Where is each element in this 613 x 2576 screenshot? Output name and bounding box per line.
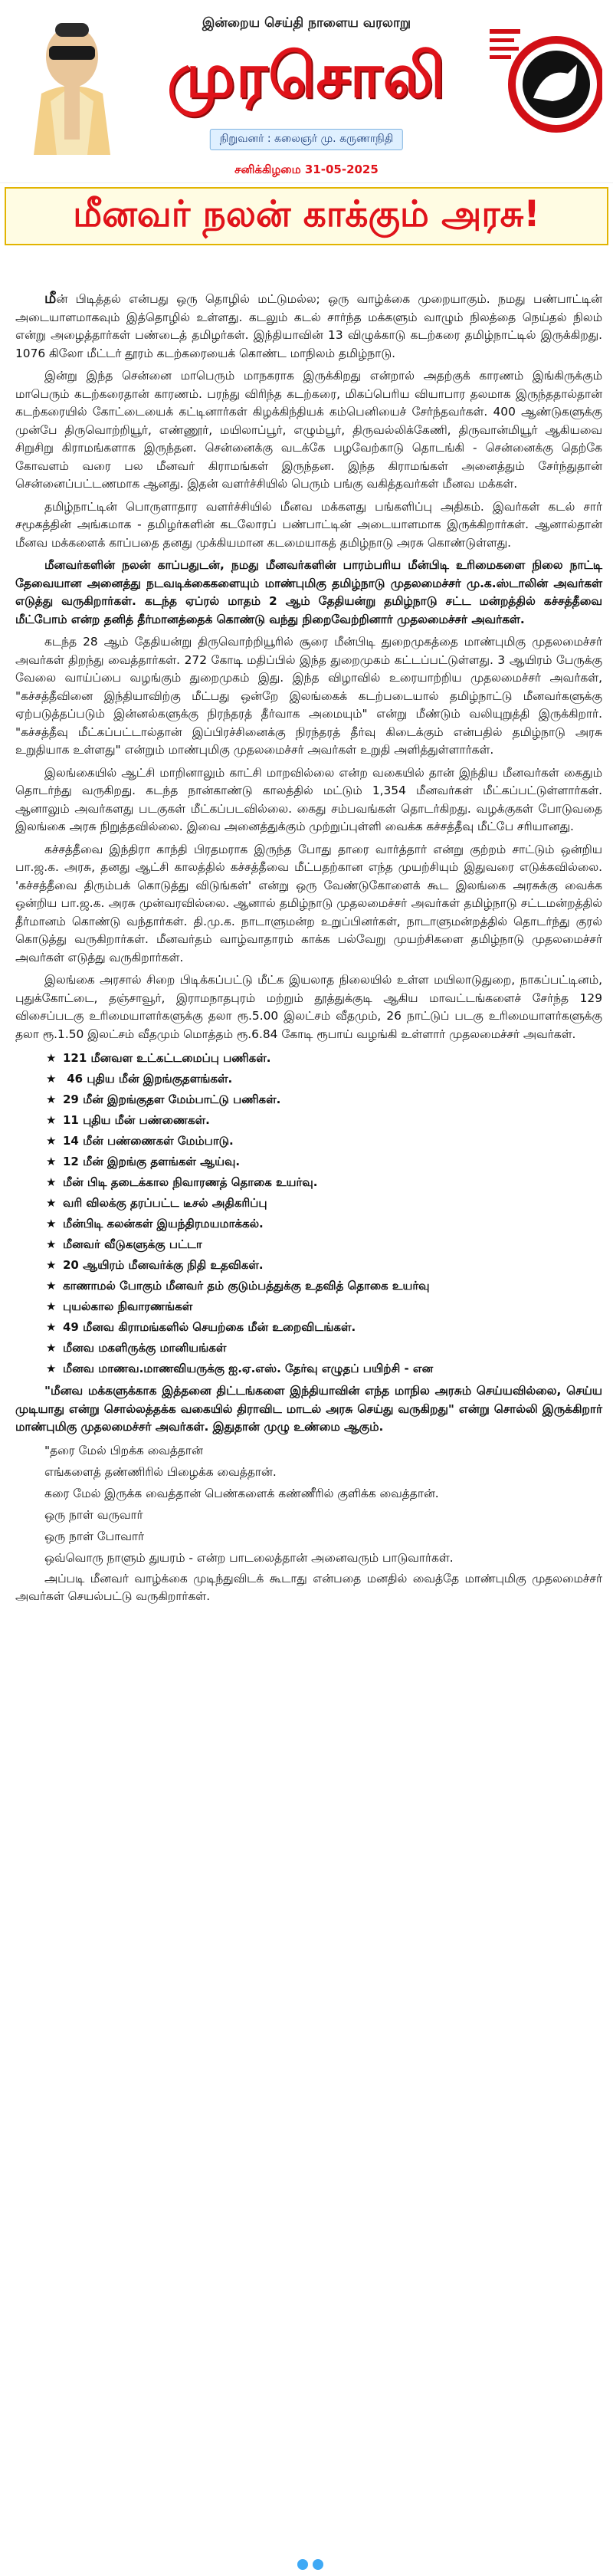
- tagline: இன்றைய செய்தி நாளைய வரலாறு: [202, 15, 411, 31]
- list-item: ★ 12 மீன் இறங்கு தளங்கள் ஆய்வு.: [46, 1155, 241, 1168]
- masthead: [0, 0, 613, 183]
- list-item: ★ மீனவ மகளிருக்கு மானியங்கள்: [46, 1341, 227, 1355]
- list-item: ★ மீனவ மாணவ.மாணவியருக்கு ஐ.ஏ.எஸ். தேர்வு எழுதப் பயிற்சி - என: [46, 1362, 434, 1375]
- headline-box: [5, 187, 608, 245]
- newspaper-logo: முரசொலி: [167, 40, 446, 111]
- dateline: சனிக்கிழமை 31-05-2025: [234, 163, 379, 176]
- footer-ornament-icon: [284, 2558, 337, 2571]
- song-line-2: எங்களைத் தண்ணிரில் பிழைக்க வைத்தான்.: [44, 1464, 277, 1479]
- article-paragraph-5: கடந்த 28 ஆம் தேதியன்று திருவொற்றியூரில் சூரை மீன்பிடி துறைமுகத்தை மாண்புமிகு முதலமைச்சர் அவர்கள் திறந்து வைத்தார்கள். 272 கோடி மதிப்பில் இந்த துறைமுகம் கட்டப்பட்டுள்ளது. 3 ஆயிரம் பேருக்கு வேலை வாய்ப்பை வழங்கும் துறைமுகம் இது. இந்த விழாவில் உரையாற்றிய முதலமைச்சர் அவர்கள், "கச்சத்தீவினை இந்தியாவிற்கு மீட்பது ஒன்றே இலங்கைக் கடற்படையால் தமிழ்நாட்டு மீனவர்களுக்கு ஏற்படுத்தப்படும் இன்னல்களுக்கு நிரந்தரத் தீர்வாக அமையும்" என்று மீண்டும் வலியுறுத்தி இருக்கிறார். "கச்சத்தீவு மீட்கப்பட்டால்தான் இப்பிரச்சினைக்கு நிரந்தரத் தீர்வு கிடைக்கும் என்பதில் தமிழ்நாடு அரசு உறுதியாக உள்ளது" என்றும் மாண்புமிகு முதலமைச்சர் அவர்கள் உறுதி அளித்துள்ளார்கள்.: [15, 635, 602, 757]
- list-item: ★ 46 புதிய மீன் இறங்குதளங்கள்.: [46, 1072, 233, 1086]
- list-item: ★ வரி விலக்கு தரப்பட்ட டீசல் அதிகரிப்பு: [46, 1196, 267, 1210]
- list-item: ★ காணாமல் போகும் மீனவர் தம் குடும்பத்துக்கு உதவித் தொகை உயர்வு: [46, 1279, 430, 1293]
- song-line-3: கரை மேல் இருக்க வைத்தான் பெண்களைக் கண்ணீரில் குளிக்க வைத்தான்.: [44, 1486, 439, 1500]
- founder-badge: நிறுவனர் : கலைஞர் மு. கருணாநிதி: [210, 129, 403, 150]
- song-line-1: "தரை மேல் பிறக்க வைத்தான்: [44, 1443, 203, 1457]
- article-paragraph-7: கச்சத்தீவை இந்திரா காந்தி பிரதமராக இருந்த போது தாரை வார்த்தார் என்று குற்றம் சாட்டும் ஒன்றிய பா.ஜ.க. அரசு, தனது ஆட்சி காலத்தில் கச்சத்தீவை மீட்பதற்கான எந்த முயற்சியும் இதுவரை எடுக்கவில்லை. 'கச்சத்தீவை திரும்பக் கொடுத்து விடுங்கள்' என்று ஒரு வேண்டுகோளைக் கூட இலங்கை அரசுக்கு வைக்க ஒன்றிய பா.ஜ.க. அரசு முன்வரவில்லை. ஆனால் தமிழ்நாடு முதலமைச்சர் அவர்கள் தமிழ்நாடு சட்டமன்றத்தில் தீர்மானம் கொண்டு வந்தார்கள். தி.மு.க. நாடாளுமன்ற உறுப்பினர்கள், நாடாளுமன்றத்தில் தொடர்ந்து குரல் கொடுத்து வருகிறார்கள். மீனவர்தம் வாழ்வாதாரம் காக்க பல்வேறு முயற்சிகளை தமிழ்நாடு முதலமைச்சர் அவர்கள் எடுத்து வருகிறார்கள்.: [15, 842, 602, 964]
- list-item: ★ மீன் பிடி தடைக்கால நிவாரணத் தொகை உயர்வு.: [46, 1175, 318, 1189]
- article-body: [15, 290, 602, 1611]
- list-item: ★ மீனவர் வீடுகளுக்கு பட்டா: [46, 1237, 202, 1251]
- article-paragraph-3: தமிழ்நாட்டின் பொருளாதார வளர்ச்சியில் மீனவ மக்களது பங்களிப்பு அதிகம். இவர்கள் கடல் சார் சமூகத்தின் அங்கமாக - தமிழர்களின் கடலோரப் பண்பாட்டின் அடையாளமாக இருக்கிறார்கள். ஆனால்தான் மீனவ மக்களைக் காப்பதை தனது முக்கியமான கடமையாகத் தமிழ்நாடு அரசு கொண்டுள்ளது.: [15, 499, 602, 550]
- headline-text: மீனவர் நலன் காக்கும் அரசு!: [73, 192, 540, 235]
- article-paragraph-10: அப்படி மீனவர் வாழ்க்கை முடிந்துவிடக் கூடாது என்பதை மனதில் வைத்தே மாண்புமிகு முதலமைச்சர் அவர்கள் செயல்பட்டு வருகிறார்கள்.: [15, 1571, 602, 1603]
- list-item: ★ 20 ஆயிரம் மீனவர்க்கு நிதி உதவிகள்.: [46, 1258, 264, 1272]
- article-paragraph-9: "மீனவ மக்களுக்காக இத்தனை திட்டங்களை இந்தியாவின் எந்த மாநில அரசும் செய்யவில்லை, செய்ய முடியாது என்று சொல்லத்தக்க வகையில் திராவிட மாடல் அரசு செய்து வருகிறது" என்று சொல்லி இருக்கிறார் மாண்புமிகு முதலமைச்சர் அவர்கள். இதுதான் முழு உண்மை ஆகும்.: [15, 1384, 602, 1434]
- article-paragraph-2: இன்று இந்த சென்னை மாபெரும் மாநகராக இருக்கிறது என்றால் அதற்குக் காரணம் இங்கிருக்கும் மாபெரும் கடற்கரைதான் காரணம். பரந்து விரிந்த கடற்கரை, மிகப்பெரிய வியாபார தலமாக இருந்ததால்தான் கடற்கரையில் கோட்டையைக் கட்டினார்கள் கிழக்கிந்தியக் கம்பெனியைச் சேர்ந்தவர்கள். 400 ஆண்டுகளுக்கு முன்பே திருவொற்றியூர், எண்ணூர், மயிலாப்பூர், எழும்பூர், திருவல்லிக்கேணி, திருவான்மியூர் ஆகியவை சிறுசிறு கிராமங்களாக இருந்தன. சென்னைக்கு வடக்கே பழவேற்காடு தொடங்கி - சென்னைக்கு தெற்கே கோவளம் வரை பல மீனவர் கிராமங்கள் இருந்தன. இந்த கிராமங்கள் அனைத்தும் சேர்ந்துதான் சென்னைப்பட்டணமாக ஆனது. இதன் வளர்ச்சியில் பெரும் பங்கு வகித்தவர்கள் மீனவ மக்கள்.: [15, 369, 602, 491]
- list-item: ★ 121 மீனவள உட்கட்டமைப்பு பணிகள்.: [46, 1051, 271, 1065]
- article-paragraph-8: இலங்கை அரசால் சிறை பிடிக்கப்பட்டு மீட்க இயலாத நிலையில் உள்ள மயிலாடுதுறை, நாகப்பட்டினம், புதுக்கோட்டை, தஞ்சாவூர், இராமநாதபுரம் மற்றும் தூத்துக்குடி ஆகிய மாவட்டங்களைச் சேர்ந்த 129 விசைப்படகு உரிமையாளர்களுக்கு தலா ரூ.5.00 இலட்சம் வீதமும், 26 நாட்டுப் படகு உரிமையாளர்களுக்கு தலா ரூ.1.50 இலட்சம் வீதமும் மொத்தம் ரூ.6.84 கோடி ரூபாய் வழங்கி உள்ளார் முதலமைச்சர் அவர்கள்.: [15, 973, 602, 1041]
- article-paragraph-1: மீன் பிடித்தல் என்பது ஒரு தொழில் மட்டுமல்ல; ஒரு வாழ்க்கை முறையாகும். நமது பண்பாட்டின் அடையாளமாகவும் இத்தொழில் உள்ளது. கடலும் கடல் சார்ந்த மக்களும் வாழும் நிலத்தை நெய்தல் நிலம் என்று அழைத்தார்கள் பண்டைத் தமிழர்கள். இந்தியாவின் 13 விழுக்காடு கடற்கரை தமிழ்நாட்டில் இருக்கிறது. 1076 கிலோ மீட்டர் தூரம் கடற்கரையைக் கொண்ட மாநிலம் தமிழ்நாடு.: [15, 290, 602, 360]
- list-item: ★ 49 மீனவ கிராமங்களில் செயற்கை மீன் உறைவிடங்கள்.: [46, 1320, 356, 1334]
- drop-cap: மீ: [44, 290, 57, 307]
- list-item: ★ மீன்பிடி கலன்கள் இயந்திரமயமாக்கல்.: [46, 1217, 264, 1230]
- article-paragraph-4: மீனவர்களின் நலன் காப்பதுடன், நமது மீனவர்களின் பாரம்பரிய மீன்பிடி உரிமைகளை நிலை நாட்டி தேவையான அனைத்து நடவடிக்கைகளையும் மாண்புமிகு தமிழ்நாடு முதலமைச்சர் மு.க.ஸ்டாலின் அவர்கள் எடுத்து வருகிறார்கள். கடந்த ஏப்ரல் மாதம் 2 ஆம் தேதியன்று தமிழ்நாடு சட்ட மன்றத்தில் கச்சத்தீவை மீட்போம் என்ற தனித் தீர்மானத்தைக் கொண்டு வந்து நிறைவேற்றினார் முதலமைச்சர் அவர்கள்.: [15, 558, 602, 626]
- song-line-5: ஒரு நாள் போவார்: [44, 1529, 144, 1543]
- list-item: ★ 29 மீன் இறங்குதள மேம்பாட்டு பணிகள்.: [46, 1092, 281, 1106]
- schemes-list: [15, 1048, 602, 1379]
- emblem-image: [484, 14, 602, 144]
- song-line-6: ஒவ்வொரு நாளும் துயரம் - என்ற பாடலைத்தான் அனைவரும் பாடுவார்கள்.: [44, 1550, 454, 1565]
- list-item: ★ 11 புதிய மீன் பண்ணைகள்.: [46, 1113, 210, 1127]
- article-paragraph-6: இலங்கையில் ஆட்சி மாறினாலும் காட்சி மாறவில்லை என்ற வகையில் தான் இந்திய மீனவர்கள் கைதும் தொடர்ந்து வருகிறது. கடந்த நான்காண்டு காலத்தில் மட்டும் 1,354 மீனவர்கள் மீட்கப்பட்டுள்ளார்கள். ஆனாலும் அவர்களது படகுகள் மீட்கப்படவில்லை. கைது சம்பவங்கள் தொடர்கிறது. வழக்குகள் போடுவதை இலங்கை அரசு நிறுத்தவில்லை. இவை அனைத்துக்கும் முற்றுப்புள்ளி வைக்க கச்சத்தீவு மீட்பே சரியானது.: [15, 765, 602, 833]
- list-item: ★ 14 மீன் பண்ணைகள் மேம்பாடு.: [46, 1134, 234, 1148]
- list-item: ★ புயல்கால நிவாரணங்கள்: [46, 1300, 193, 1313]
- song-line-4: ஒரு நாள் வருவார்: [44, 1507, 143, 1522]
